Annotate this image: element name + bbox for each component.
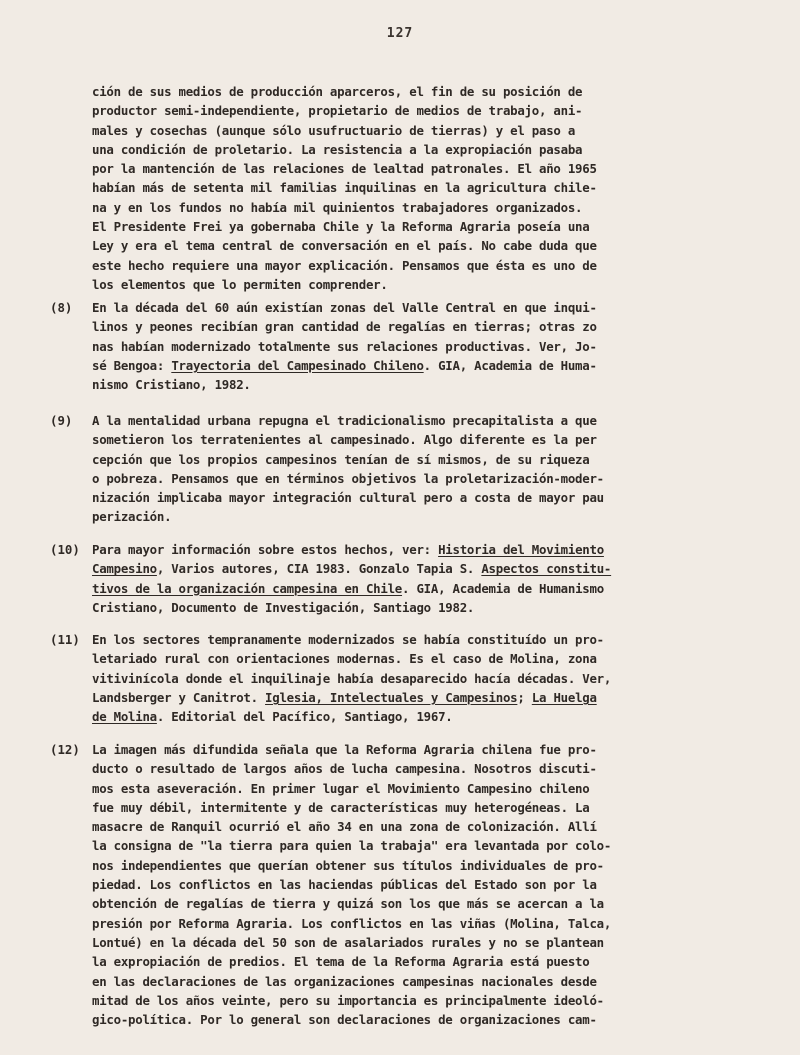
text-line [92, 469, 732, 488]
footnote-number: (10) [50, 542, 80, 557]
text-line [92, 972, 732, 991]
text-segment: , Varios autores, CIA 1983. Gonzalo Tapia S. [156, 561, 482, 577]
text-segment: obtención de regalías de tierra y quizá son los que más se acercan a la [92, 896, 604, 912]
text-line: Ley y era el tema central de conversación en el país. No cabe duda que [92, 238, 597, 254]
underlined-title: tivos de la organización campesina en Chile [92, 580, 403, 596]
text-line [92, 894, 732, 913]
text-line [92, 669, 732, 688]
page-number: 127 [386, 26, 414, 41]
text-line [92, 317, 732, 336]
text-line [92, 952, 732, 971]
text-line: males y cosechas (aunque sólo usufructuario de tierras) y el paso a [92, 122, 576, 138]
text-segment: Para mayor información sobre estos hechos, ver: [92, 542, 439, 557]
text-line [92, 933, 732, 952]
intro-paragraph [92, 82, 732, 294]
text-segment: cepción que los propios campesinos tenían de sí mismos, de su riqueza [92, 451, 590, 467]
text-segment: sometieron los terratenientes al campesinado. Algo diferente es la per [92, 432, 597, 448]
text-segment: en las declaraciones de las organizaciones campesinas nacionales desde [92, 973, 597, 989]
underlined-title: Trayectoria del Campesinado Chileno [171, 357, 424, 373]
text-segment: mitad de los años veinte, pero su importancia es principalmente ideoló- [92, 992, 604, 1008]
underlined-title: Iglesia, Intelectuales y Campesinos [265, 689, 518, 705]
footnote-number: (12) [50, 742, 80, 757]
footnote-number: (9) [50, 413, 73, 428]
text-line [92, 507, 732, 526]
text-line [92, 540, 732, 559]
text-line [92, 375, 732, 394]
text-segment: la expropiación de predios. El tema de la Reforma Agraria está puesto [92, 954, 590, 970]
text-segment: linos y peones recibían gran cantidad de regalías en tierras; otras zo [92, 319, 597, 335]
text-line: habían más de setenta mil familias inquilinas en la agricultura chile- [92, 180, 597, 196]
underlined-title: Campesino [92, 561, 157, 577]
text-line [92, 430, 732, 449]
text-segment: gico-política. Por lo general son declaraciones de organizaciones cam- [92, 1012, 597, 1028]
footnote-9 [92, 411, 732, 527]
text-line: una condición de proletario. La resistencia a la expropiación pasaba [92, 141, 583, 157]
footnote-12 [92, 740, 732, 1029]
text-line [92, 740, 732, 759]
text-line [92, 579, 732, 598]
text-segment: ; [517, 689, 532, 705]
text-segment: letariado rural con orientaciones modernas. Es el caso de Molina, zona [92, 651, 597, 667]
text-segment: o pobreza. Pensamos que en términos objetivos la proletarización-moder- [92, 470, 604, 486]
text-segment: la consigna de "la tierra para quien la trabaja" era levantada por colo- [92, 838, 612, 854]
text-line [92, 559, 732, 578]
text-line [92, 991, 732, 1010]
text-segment: nos independientes que querían obtener sus títulos individuales de pro- [92, 857, 604, 873]
text-line [92, 411, 732, 430]
text-line [92, 488, 732, 507]
text-segment: nas habían modernizado totalmente sus relaciones productivas. Ver, Jo- [92, 338, 597, 354]
text-line: los elementos que lo permiten comprender. [92, 276, 388, 292]
text-segment: . GIA, Academia de Huma- [423, 357, 597, 373]
text-line [92, 688, 732, 707]
text-line [92, 337, 732, 356]
footnote-number: (8) [50, 300, 73, 315]
text-segment: perización. [92, 509, 172, 525]
text-segment: En la década del 60 aún existían zonas del Valle Central en que inqui- [92, 300, 597, 315]
text-segment: presión por Reforma Agraria. Los conflictos en las viñas (Molina, Talca, [92, 915, 612, 931]
text-line: este hecho requiere una mayor explicación. Pensamos que ésta es uno de [92, 257, 597, 273]
text-line [92, 356, 732, 375]
text-line [92, 598, 732, 617]
text-segment: fue muy débil, intermitente y de características muy heterogéneas. La [92, 799, 590, 815]
text-line [92, 836, 732, 855]
text-line [92, 1010, 732, 1029]
text-line [92, 914, 732, 933]
text-line [92, 779, 732, 798]
text-line: na y en los fundos no había mil quinientos trabajadores organizados. [92, 199, 583, 215]
text-line [92, 875, 732, 894]
text-line [92, 630, 732, 649]
footnote-10 [92, 540, 732, 617]
text-segment: vitivinícola donde el inquilinaje había desaparecido hacía décadas. Ver, [92, 670, 612, 686]
underlined-title: La Huelga [531, 689, 597, 705]
text-segment: piedad. Los conflictos en las haciendas públicas del Estado son por la [92, 877, 597, 893]
text-segment: masacre de Ranquil ocurrió el año 34 en una zona de colonización. Allí [92, 819, 597, 835]
footnote-number: (11) [50, 632, 80, 647]
text-segment: sé Bengoa: [92, 357, 172, 373]
text-line [92, 450, 732, 469]
text-line [92, 817, 732, 836]
underlined-title: Historia del Movimiento [438, 542, 604, 557]
text-line [92, 856, 732, 875]
underlined-title: Aspectos constitu- [481, 561, 612, 577]
text-segment: ducto o resultado de largos años de lucha campesina. Nosotros discuti- [92, 761, 597, 777]
text-segment: . GIA, Academia de Humanismo [402, 580, 604, 596]
text-segment: mos esta aseveración. En primer lugar el Movimiento Campesino chileno [92, 780, 590, 796]
text-line [92, 298, 732, 317]
text-line [92, 798, 732, 817]
text-segment: Cristiano, Documento de Investigación, Santiago 1982. [92, 599, 475, 615]
text-segment: En los sectores tempranamente modernizados se había constituído un pro- [92, 632, 604, 647]
text-line: ción de sus medios de producción aparceros, el fin de su posición de [92, 84, 583, 99]
text-line [92, 707, 732, 726]
text-segment: . Editorial del Pacífico, Santiago, 1967. [156, 709, 453, 725]
text-segment: Lontué) en la década del 50 son de asalariados rurales y no se plantean [92, 934, 604, 950]
text-line [92, 759, 732, 778]
text-segment: A la mentalidad urbana repugna el tradicionalismo precapitalista a que [92, 413, 597, 428]
footnote-11 [92, 630, 732, 726]
text-line: El Presidente Frei ya gobernaba Chile y la Reforma Agraria poseía una [92, 219, 590, 235]
text-segment: Landsberger y Canitrot. [92, 689, 266, 705]
text-line: por la mantención de las relaciones de lealtad patronales. El año 1965 [92, 161, 597, 177]
footnote-8 [92, 298, 732, 394]
text-segment: nización implicaba mayor integración cultural pero a costa de mayor pau [92, 490, 604, 506]
underlined-title: de Molina [92, 709, 157, 725]
text-segment: La imagen más difundida señala que la Reforma Agraria chilena fue pro- [92, 742, 597, 757]
text-line [92, 649, 732, 668]
text-segment: nismo Cristiano, 1982. [92, 377, 251, 393]
text-line: productor semi-independiente, propietario de medios de trabajo, ani- [92, 103, 583, 119]
